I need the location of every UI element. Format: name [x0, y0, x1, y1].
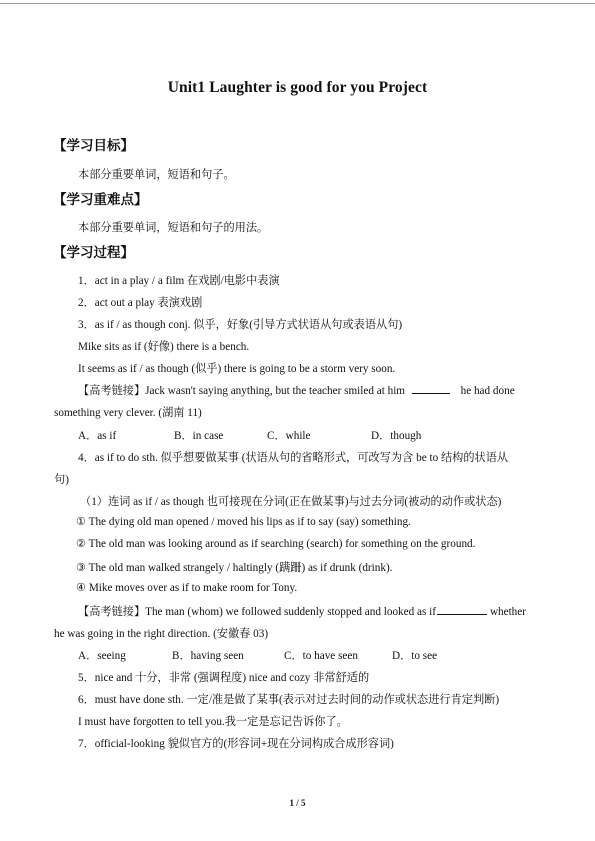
answer-blank-1	[412, 393, 450, 394]
process-heading: 【学习过程】	[53, 245, 134, 261]
option: A．as if	[78, 430, 117, 442]
example-4-4: ④ Mike moves over as if to make room for Tony.	[76, 582, 298, 594]
example-4-3: ③ The old man walked strangely / haltingly (蹒跚) as if drunk (drink).	[76, 562, 393, 574]
exam-link-1	[78, 382, 515, 398]
header-rule	[0, 3, 595, 4]
exam-link-2-end: whether	[489, 606, 526, 618]
question-1-options	[78, 427, 421, 443]
item-2: 2．act out a play 表演戏剧	[78, 297, 203, 309]
item-6: 6．must have done sth. 一定/准是做了某事(表示对过去时间的动作或状态进行肯定判断)	[78, 694, 500, 706]
item-4-sub: （1）连词 as if / as though 也可接现在分词(正在做某事)与过去分词(被动的动作或状态)	[80, 496, 502, 508]
focus-heading: 【学习重难点】	[53, 192, 148, 208]
page-title: Unit1 Laughter is good for you Project	[167, 79, 428, 96]
item-4-cont: 句)	[54, 474, 69, 486]
goals-heading: 【学习目标】	[53, 138, 134, 154]
exam-link-1-cont: something very clever. (湖南 11)	[54, 407, 202, 419]
option: C．while	[267, 430, 311, 442]
option: D．to see	[392, 650, 438, 662]
example-4-1: ① The dying old man opened / moved his lips as if to say (say) something.	[76, 516, 411, 528]
option: D．though	[371, 430, 422, 442]
exam-link-1-text: 【高考链接】Jack wasn't saying anything, but the teacher smiled at him	[78, 385, 406, 397]
item-5: 5．nice and 十分，非常 (强调程度) nice and cozy 非常舒适的	[78, 672, 370, 684]
exam-link-2-text: 【高考链接】The man (whom) we followed suddenly stopped and looked as if	[78, 606, 436, 618]
exam-link-1-end: he had done	[460, 385, 515, 397]
item-4: 4．as if to do sth. 似乎想要做某事 (状语从句的省略形式，可改写为含 be to 结构的状语从	[78, 452, 509, 464]
option: C．to have seen	[284, 650, 358, 662]
option: B．in case	[174, 430, 224, 442]
item-3: 3．as if / as though conj. 似乎，好象(引导方式状语从句或表语从句)	[78, 319, 403, 331]
option: B．having seen	[172, 650, 244, 662]
focus-text: 本部分重要单词，短语和句子的用法。	[78, 222, 269, 234]
example-3b: It seems as if / as though (似乎) there is going to be a storm very soon.	[78, 363, 396, 375]
option: A．seeing	[78, 650, 126, 662]
goals-text: 本部分重要单词，短语和句子。	[78, 169, 235, 181]
example-6: I must have forgotten to tell you.我一定是忘记告诉你了。	[78, 716, 348, 728]
question-2-options	[78, 647, 437, 663]
answer-blank-2	[437, 614, 487, 615]
item-1: 1．act in a play / a film 在戏剧/电影中表演	[78, 275, 280, 287]
example-3a: Mike sits as if (好像) there is a bench.	[78, 341, 250, 353]
exam-link-2-cont: he was going in the right direction. (安徽春 03)	[54, 628, 269, 640]
page-number: 1 / 5	[289, 798, 306, 808]
item-7: 7．official-looking 貌似官方的(形容词+现在分词构成合成形容词)	[78, 738, 394, 750]
exam-link-2	[78, 603, 526, 619]
example-4-2: ② The old man was looking around as if searching (search) for something on the ground.	[76, 538, 476, 550]
